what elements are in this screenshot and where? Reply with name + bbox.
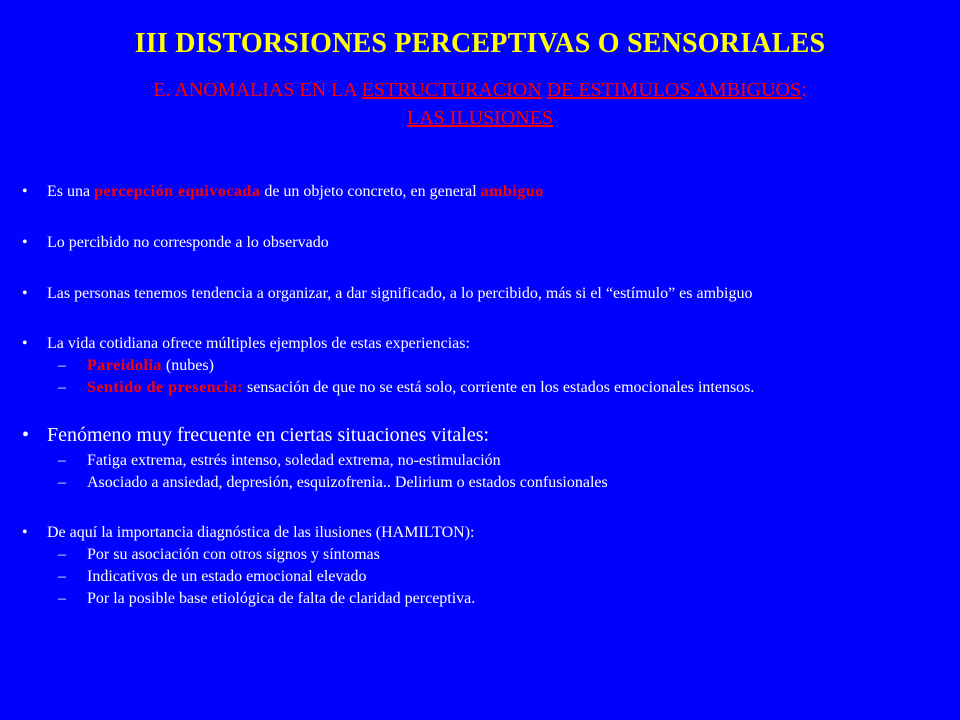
- sub-text: Por su asociación con otros signos y síntomas: [87, 546, 380, 563]
- slide-subtitle: [20, 76, 940, 132]
- sub-item-association: [22, 545, 922, 564]
- sub-text: Indicativos de un estado emocional elevado: [87, 568, 367, 585]
- bullet-item-4: [22, 334, 922, 353]
- bullet-text: De aquí la importancia diagnóstica de las ilusiones (HAMILTON):: [47, 524, 475, 541]
- highlight-text: Sentido de presencia:: [87, 379, 243, 396]
- sub-item-pareidolia: [22, 356, 922, 375]
- sub-item-associated: [22, 473, 922, 492]
- dash-icon: –: [58, 568, 66, 585]
- bullet-icon: •: [22, 524, 28, 541]
- subtitle-colon: :: [801, 79, 807, 101]
- sub-item-etiology: [22, 589, 922, 608]
- bullet-icon: •: [22, 424, 30, 446]
- bullet-item-1: [22, 182, 922, 201]
- sub-item-indicative: [22, 567, 922, 586]
- subtitle-underlined-3: LAS ILUSIONES: [406, 107, 554, 129]
- bullet-item-5: [22, 423, 922, 447]
- sub-item-fatigue: [22, 451, 922, 470]
- bullet-icon: •: [22, 234, 28, 251]
- bullet-text: La vida cotidiana ofrece múltiples ejemplos de estas experiencias:: [47, 335, 470, 352]
- sub-text: Fatiga extrema, estrés intenso, soledad extrema, no-estimulación: [87, 452, 501, 469]
- text-fragment: de un objeto concreto, en general: [260, 183, 481, 200]
- highlight-text: percepción equivocada: [94, 183, 261, 200]
- subtitle-prefix: E. ANOMALIAS EN LA: [153, 79, 362, 101]
- subtitle-underlined-2: DE ESTIMULOS AMBIGUOS: [546, 79, 802, 101]
- bullet-item-2: [22, 233, 922, 252]
- dash-icon: –: [58, 546, 66, 563]
- bullet-text: Fenómeno muy frecuente en ciertas situaciones vitales:: [47, 424, 490, 446]
- bullet-item-3: [22, 284, 922, 303]
- highlight-text: Pareidolia: [87, 357, 162, 374]
- slide-title: III DISTORSIONES PERCEPTIVAS O SENSORIALES: [134, 28, 826, 59]
- sub-text: Por la posible base etiológica de falta de claridad perceptiva.: [87, 590, 476, 607]
- highlight-text: ambiguo: [480, 183, 544, 200]
- text-fragment: sensación de que no se está solo, corriente en los estados emocionales intensos.: [242, 379, 755, 396]
- bullet-item-6: [22, 523, 922, 542]
- dash-icon: –: [58, 590, 66, 607]
- bullet-icon: •: [22, 183, 28, 200]
- sub-item-presence: [22, 378, 922, 397]
- dash-icon: –: [58, 357, 66, 374]
- bullet-icon: •: [22, 335, 28, 352]
- text-fragment: Es una: [47, 183, 95, 200]
- text-fragment: (nubes): [161, 357, 214, 374]
- dash-icon: –: [58, 452, 66, 469]
- subtitle-underlined-1: ESTRUCTURACION: [361, 79, 542, 101]
- dash-icon: –: [58, 379, 66, 396]
- dash-icon: –: [58, 474, 66, 491]
- bullet-icon: •: [22, 285, 28, 302]
- bullet-text: Lo percibido no corresponde a lo observado: [47, 234, 329, 251]
- bullet-list: [22, 182, 922, 608]
- sub-text: Asociado a ansiedad, depresión, esquizofrenia.. Delirium o estados confusionales: [87, 474, 608, 491]
- bullet-text: Las personas tenemos tendencia a organizar, a dar significado, a lo percibido, más si el “estímulo” es ambiguo: [47, 285, 753, 302]
